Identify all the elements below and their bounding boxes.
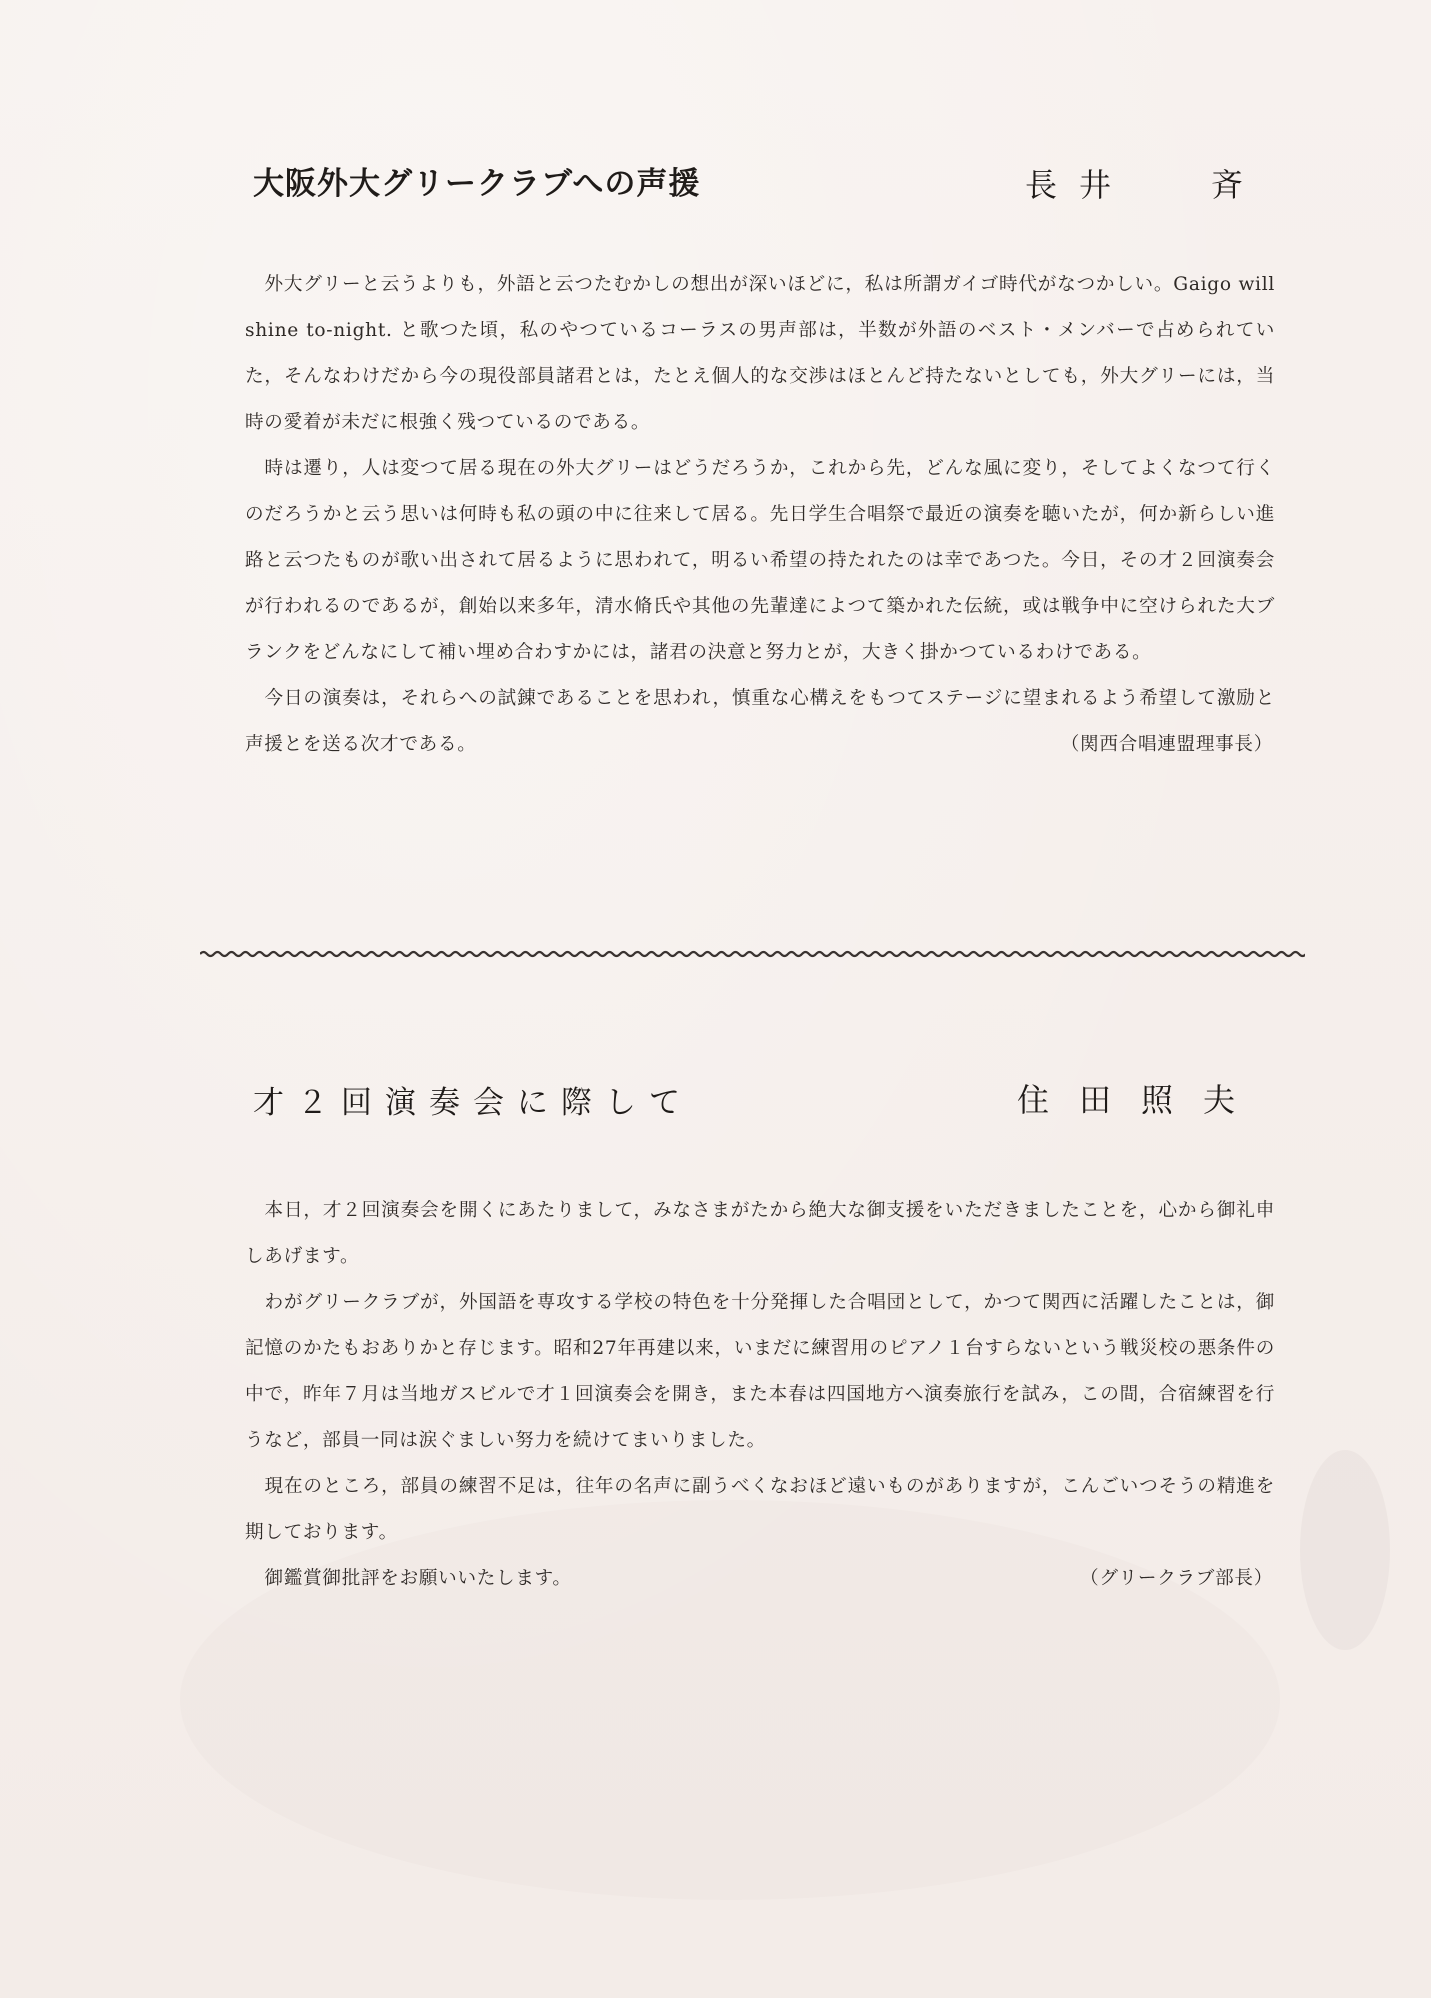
article-author: [1025, 160, 1265, 206]
paragraph: 本日，才２回演奏会を開くにあたりまして，みなさまがたから絶大な御支援をいただきましたことを，心から御礼申しあげます。: [245, 1200, 1275, 1267]
article-title: 才２回演奏会に際して: [253, 1085, 693, 1121]
article-title: 大阪外大グリークラブへの声援: [253, 166, 701, 202]
author-affiliation: （グリークラブ部長）: [1080, 1568, 1273, 1589]
paragraph: わがグリークラブが，外国語を専攻する学校の特色を十分発揮した合唱団として，かつて関西に活躍したことは，御記憶のかたもおありかと存じます。昭和27年再建以来，いまだに練習用のピアノ１台すらないという戦災校の悪条件の中で，昨年７月は当地ガスビルで才１回演奏会を開き，また本春は四国地方へ演奏旅行を試み，この間，合宿練習を行うなど，部員一同は涙ぐましい努力を続けてまいりました。: [245, 1292, 1275, 1451]
article-body: [245, 262, 1275, 768]
paragraph: 外大グリーと云うよりも，外語と云つたむかしの想出が深いほどに，私は所謂ガイゴ時代がなつかしい。Gaigo will shine to-night. と歌つた頃，私のやつているコーラスの男声部は，半数が外語のベスト・メンバーで占められていた，そんなわけだから今の現役部員諸君とは，たとえ個人的な交渉はほとんど持たないとしても，外大グリーには，当時の愛着が未だに根強く残つているのである。: [245, 274, 1275, 433]
wavy-divider: [200, 946, 1305, 962]
article-concert: [245, 1065, 1275, 1602]
article-header: [245, 150, 1275, 210]
article-body: [245, 1188, 1275, 1602]
author-char: 長: [1024, 166, 1079, 204]
paragraph: 現在のところ，部員の練習不足は，往年の名声に副うべくなおほど遠いものがありますが，こんごいつそうの精進を期しております。: [245, 1476, 1275, 1543]
article-author: 住田照夫: [1016, 1081, 1265, 1119]
author-char: 斉: [1210, 166, 1265, 204]
author-affiliation: （関西合唱連盟理事長）: [1060, 734, 1273, 755]
paper-stain: [1300, 1450, 1390, 1650]
author-char: 井: [1078, 166, 1133, 204]
paragraph: 御鑑賞御批評をお願いいたします。: [264, 1568, 572, 1589]
article-cheer: [245, 150, 1275, 768]
paragraph: 時は遷り，人は変つて居る現在の外大グリーはどうだろうか，これから先，どんな風に変り，そしてよくなつて行くのだろうかと云う思いは何時も私の頭の中に往来して居る。先日学生合唱祭で最近の演奏を聴いたが，何か新らしい進路と云つたものが歌い出されて居るように思われて，明るい希望の持たれたのは幸であつた。今日，その才２回演奏会が行われるのであるが，創始以来多年，清水脩氏や其他の先輩達によつて築かれた伝統，或は戦争中に空けられた大ブランクをどんなにして補い埋め合わすかには，諸君の決意と努力とが，大きく掛かつているわけである。: [245, 458, 1275, 663]
paragraph: 今日の演奏は，それらへの試錬であることを思われ，慎重な心構えをもつてステージに望まれるよう希望して激励と声援とを送る次才である。: [245, 688, 1275, 755]
article-header: [245, 1065, 1275, 1125]
